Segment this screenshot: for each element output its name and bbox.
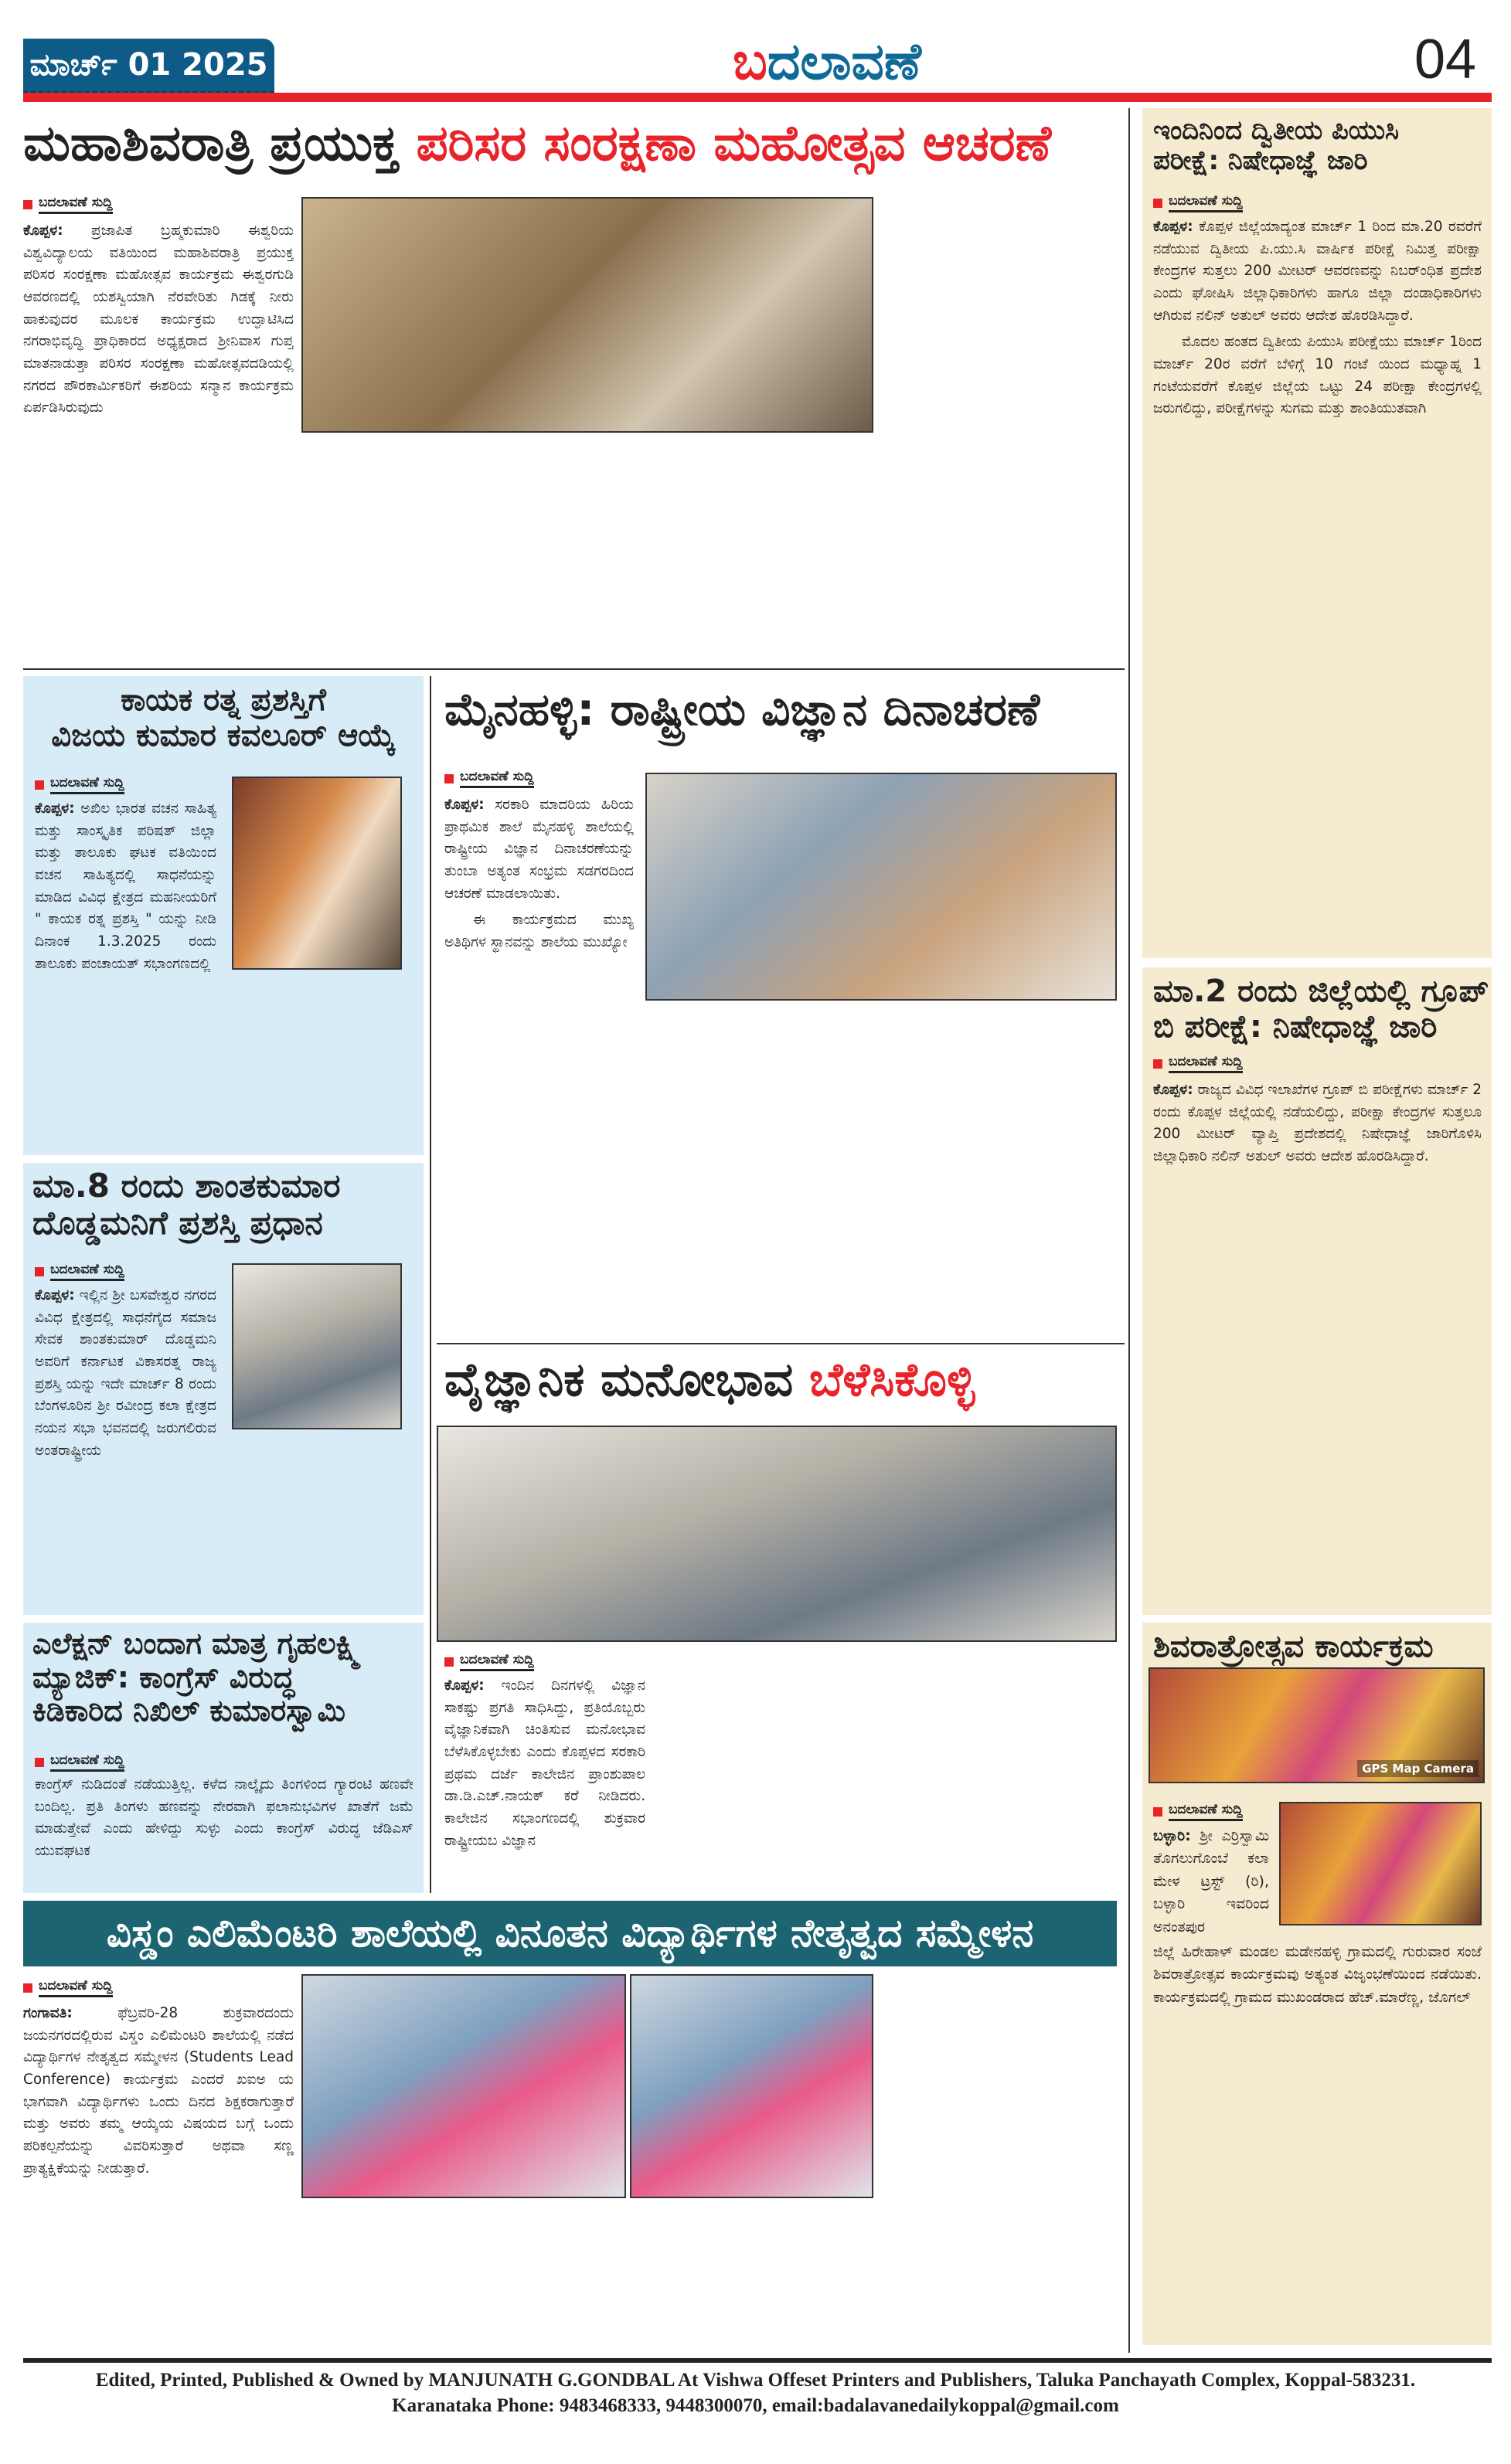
puc-headline-2: ಪರೀಕ್ಷೆ: ನಿಷೇಧಾಜ್ಞೆ ಜಾರಿ: [1153, 145, 1368, 177]
shivaratri-box: [1142, 1623, 1492, 2345]
scientific-photo: [437, 1426, 1117, 1642]
logo-rest: ದಲಾವಣೆ: [767, 32, 921, 91]
nikhil-box: [23, 1623, 424, 1893]
portrait-photo: [232, 777, 402, 970]
scientific-body: ಕೊಪ್ಪಳ: ಇಂದಿನ ದಿನಗಳಲ್ಲಿ ವಿಜ್ಞಾನ ಸಾಕಷ್ಟು ಪ್ರಗತಿ ಸಾಧಿಸಿದ್ದು, ಪ್ರತಿಯೊಬ್ಬರು ವೈಜ್ಞಾನಿಕವಾಗಿ ಚಿಂತಿಸುವ ಮನೋಭಾವ ಬೆಳೆಸಿಕೊಳ್ಳಬೇಕು ಎಂದು ಕೊಪ್ಪಳದ ಸರಕಾರಿ ಪ್ರಥಮ ದರ್ಜೆ ಕಾಲೇಜಿನ ಪ್ರಾಂಶುಪಾಲ ಡಾ.ಡಿ.ಎಚ್.ನಾಯಕ್ ಕರೆ ನೀಡಿದರು. ಕಾಲೇಜಿನ ಸಭಾಂಗಣದಲ್ಲಿ ಶುಕ್ರವಾರ ರಾಷ್ಟ್ರೀಯಬ ವಿಜ್ಞಾನ: [444, 1677, 645, 1849]
portrait-photo: [232, 1263, 402, 1429]
newspaper-logo: [618, 31, 1036, 93]
kayaka-body: ಕೊಪ್ಪಳ: ಅಖಿಲ ಭಾರತ ವಚನ ಸಾಹಿತ್ಯ ಮತ್ತು ಸಾಂಸ್ಕೃತಿಕ ಪರಿಷತ್ ಜಿಲ್ಲಾ ಮತ್ತು ತಾಲೂಕು ಘಟಕ ವತಿಯಿಂದ ವಚನ ಸಾಹಿತ್ಯದಲ್ಲಿ ಸಾಧನೆಯನ್ನು ಮಾಡಿದ ವಿವಿಧ ಕ್ಷೇತ್ರದ ಮಹನೀಯರಿಗೆ " ಕಾಯಕ ರತ್ನ ಪ್ರಶಸ್ತಿ " ಯನ್ನು ನೀಡಿ ದಿನಾಂಕ 1.3.2025 ರಂದು ತಾಲೂಕು ಪಂಚಾಯತ್ ಸಭಾಂಗಣದಲ್ಲಿ: [35, 800, 216, 972]
kayaka-headline-1: ಕಾಯಕ ರತ್ನ ಪ್ರಶಸ್ತಿಗೆ: [121, 682, 326, 718]
column-divider: [430, 676, 431, 1893]
section-divider: [437, 1343, 1125, 1344]
byline: ಬದಲಾವಣೆ ಸುದ್ದಿ: [1153, 193, 1243, 212]
byline: ಬದಲಾವಣೆ ಸುದ್ದಿ: [35, 775, 124, 794]
puc-body: ಕೊಪ್ಪಳ: ಕೊಪ್ಪಳ ಜಿಲ್ಲೆಯಾದ್ಯಂತ ಮಾರ್ಚ್ 1 ರಿಂದ ಮಾ.20 ರವರೆಗೆ ನಡೆಯುವ ದ್ವಿತೀಯ ಪಿ.ಯು.ಸಿ ವಾರ್ಷಿಕ ಪರೀಕ್ಷೆ ನಿಮಿತ್ತ ಪರೀಕ್ಷಾ ಕೇಂದ್ರಗಳ ಸುತ್ತಲು 200 ಮೀಟರ್ ಆವರಣವನ್ನು ನಿಬರ್ಂಧಿತ ಪ್ರದೇಶ ಎಂದು ಘೋಷಿಸಿ ಜಿಲ್ಲಾಧಿಕಾರಿಗಳು ಹಾಗೂ ಜಿಲ್ಲಾ ದಂಡಾಧಿಕಾರಿಗಳು ಆಗಿರುವ ನಲಿನ್ ಅತುಲ್ ಅವರು ಆದೇಶ ಹೊರಡಿಸಿದ್ದಾರೆ. ಮೊದಲ ಹಂತದ ದ್ವಿತೀಯ ಪಿಯುಸಿ ಪರೀಕ್ಷೆಯು ಮಾರ್ಚ್ 1ರಿಂದ ಮಾರ್ಚ್ 20ರ ವರೆಗೆ ಬೆಳಿಗ್ಗೆ 10 ಗಂಟೆ ಯಿಂದ ಮಧ್ಯಾಹ್ನ 1 ಗಂಟೆಯವರೆಗೆ ಕೊಪ್ಪಳ ಜಿಲ್ಲೆಯ ಒಟ್ಟು 24 ಪರೀಕ್ಷಾ ಕೇಂದ್ರಗಳಲ್ಲಿ ಜರುಗಲಿದ್ದು, ಪರೀಕ್ಷೆಗಳನ್ನು ಸುಗಮ ಮತ್ತು ಶಾಂತಿಯುತವಾಗಿ: [1153, 219, 1482, 417]
byline: ಬದಲಾವಣೆ ಸುದ್ದಿ: [35, 1262, 124, 1281]
shivaratri-body-1: ಬಳ್ಳಾರಿ: ಶ್ರೀ ಎರ್ರಿಸ್ವಾಮಿ ತೊಗಲುಗೊಂಬೆ ಕಲಾ ಮೇಳ ಟ್ರಸ್ಟ್ (ರಿ), ಬಳ್ಳಾರಿ ಇವರಿಂದ ಅನಂತಪುರ: [1153, 1827, 1269, 1936]
group-b-box: [1142, 967, 1492, 1615]
shivaratri-headline: ಶಿವರಾತ್ರೋತ್ಸವ ಕಾರ್ಯಕ್ರಮ: [1153, 1629, 1434, 1664]
shantakumar-body: ಕೊಪ್ಪಳ: ಇಲ್ಲಿನ ಶ್ರೀ ಬಸವೇಶ್ವರ ನಗರದ ವಿವಿಧ ಕ್ಷೇತ್ರದಲ್ಲಿ ಸಾಧನೆಗೈದ ಸಮಾಜ ಸೇವಕ ಶಾಂತಕುಮಾರ್ ದೊಡ್ಡಮನಿ ಅವರಿಗೆ ಕರ್ನಾಟಕ ವಿಕಾಸರತ್ನ ರಾಜ್ಯ ಪ್ರಶಸ್ತಿ ಯನ್ನು ಇದೇ ಮಾರ್ಚ್ 8 ರಂದು ಬೆಂಗಳೂರಿನ ಶ್ರೀ ರವೀಂದ್ರ ಕಲಾ ಕ್ಷೇತ್ರದ ನಯನ ಸಭಾ ಭವನದಲ್ಲಿ ಜರುಗಲಿರುವ ಅಂತರಾಷ್ಟ್ರೀಯ: [35, 1287, 216, 1459]
groupb-body: ಕೊಪ್ಪಳ: ರಾಜ್ಯದ ವಿವಿಧ ಇಲಾಖೆಗಳ ಗ್ರೂಪ್ ಬಿ ಪರೀಕ್ಷೆಗಳು ಮಾರ್ಚ್ 2 ರಂದು ಕೊಪ್ಪಳ ಜಿಲ್ಲೆಯಲ್ಲಿ ನಡೆಯಲಿದ್ದು, ಪರೀಕ್ಷಾ ಕೇಂದ್ರಗಳ ಸುತ್ತಲೂ 200 ಮೀಟರ್ ವ್ಯಾಪ್ತಿ ಪ್ರದೇಶದಲ್ಲಿ ನಿಷೇಧಾಜ್ಞೆ ಜಾರಿಗೊಳಿಸಿ ಜಿಲ್ಲಾಧಿಕಾರಿ ನಲಿನ್ ಅತುಲ್ ಅವರು ಆದೇಶ ಹೊರಡಿಸಿದ್ದಾರೆ.: [1153, 1082, 1482, 1165]
issue-date: ಮಾರ್ಚ್ 01 2025: [23, 39, 274, 93]
byline: ಬದಲಾವಣೆ ಸುದ್ದಿ: [23, 1978, 113, 1997]
shantakumar-headline-2: ದೊಡ್ಡಮನಿಗೆ ಪ್ರಶಸ್ತಿ ಪ್ರಧಾನ: [32, 1204, 323, 1242]
groupb-headline-1: ಮಾ.2 ರಂದು ಜಿಲ್ಲೆಯಲ್ಲಿ ಗ್ರೂಪ್: [1153, 974, 1489, 1009]
logo-first-letter: ಬ: [733, 32, 767, 91]
wisdom-body: ಗಂಗಾವತಿ: ಫೆಬ್ರವರಿ-28 ಶುಕ್ರವಾರದಂದು ಜಯನಗರದಲ್ಲಿರುವ ವಿಸ್ಡಂ ಎಲಿಮೆಂಟರಿ ಶಾಲೆಯಲ್ಲಿ ನಡೆದ ವಿದ್ಯಾರ್ಥಿಗಳ ನೇತೃತ್ವದ ಸಮ್ಮೇಳನ (Students Lead Conference) ಕಾರ್ಯಕ್ರಮ ಎಂದರೆ ಖಐಅ ಯ ಭಾಗವಾಗಿ ವಿದ್ಯಾರ್ಥಿಗಳು ಒಂದು ದಿನದ ಶಿಕ್ಷಕರಾಗುತ್ತಾರೆ ಮತ್ತು ಅವರು ತಮ್ಮ ಆಯ್ಕೆಯ ವಿಷಯದ ಬಗ್ಗೆ ಒಂದು ಪರಿಕಲ್ಪನೆಯನ್ನು ವಿವರಿಸುತ್ತಾರೆ ಅಥವಾ ಸಣ್ಣ ಪ್ರಾತ್ಯಕ್ಷಿಕೆಯನ್ನು ನೀಡುತ್ತಾರೆ.: [23, 2005, 294, 2177]
column-divider: [1128, 108, 1130, 2353]
nikhil-headline-2: ಮ್ಯಾಜಿಕ್: ಕಾಂಗ್ರೆಸ್ ವಿರುದ್ಧ: [32, 1660, 295, 1694]
puc-exam-box: [1142, 108, 1492, 958]
kayaka-headline-2: ವಿಜಯ ಕುಮಾರ ಕವಲೂರ್ ಆಯ್ಕೆ: [51, 718, 396, 753]
byline: ಬದಲಾವಣೆ ಸುದ್ದಿ: [1153, 1802, 1243, 1821]
shantakumar-headline-1: ಮಾ.8 ರಂದು ಶಾಂತಕುಮಾರ: [32, 1167, 341, 1205]
nikhil-body: ಕಾಂಗ್ರೆಸ್ ನುಡಿದಂತೆ ನಡೆಯುತ್ತಿಲ್ಲ. ಕಳೆದ ನಾಲ್ಕೈದು ತಿಂಗಳಿಂದ ಗ್ಯಾರಂಟಿ ಹಣವೇ ಬಂದಿಲ್ಲ. ಪ್ರತಿ ತಿಂಗಳು ಹಣವನ್ನು ನೇರವಾಗಿ ಫಲಾನುಭವಿಗಳ ಖಾತೆಗೆ ಜಮೆ ಮಾಡುತ್ತೇವೆ ಎಂದು ಹೇಳಿದ್ದು ಸುಳ್ಳು ಎಂದು ಕಾಂಗ್ರೆಸ್ ವಿರುದ್ಧ ಜೆಡಿಎಸ್ ಯುವಘಟಕ: [35, 1776, 413, 1860]
imprint: Edited, Printed, Published & Owned by MANJUNATH G.GONDBAL At Vishwa Offeset Printers and Publishers, Taluka Panchayath Complex, Koppal-583231. Karanataka Phone: 9483468333, 9448300070, email:badalavanedailykoppal@gmail.com: [95, 2370, 1416, 2416]
lead-headline: [23, 116, 1051, 173]
byline: ಬದಲಾವಣೆ ಸುದ್ದಿ: [444, 1652, 534, 1671]
shantakumar-box: [23, 1163, 424, 1615]
nikhil-headline-1: ಎಲೆಕ್ಷನ್ ಬಂದಾಗ ಮಾತ್ರ ಗೃಹಲಕ್ಷ್ಮಿ: [32, 1626, 361, 1660]
lead-headline-red: ಪರಿಸರ ಸಂರಕ್ಷಣಾ ಮಹೋತ್ಸವ ಆಚರಣೆ: [416, 115, 1052, 172]
scientific-headline: ವೈಜ್ಞಾನಿಕ ಮನೋಭಾವ ಬೆಳೆಸಿಕೊಳ್ಳಿ: [444, 1353, 975, 1407]
school-photo-1: [301, 1974, 626, 2198]
shivaratri-group-photo: [1149, 1667, 1485, 1783]
puc-headline-1: ಇಂದಿನಿಂದ ದ್ವಿತೀಯ ಪಿಯುಸಿ: [1153, 115, 1400, 146]
mainahalli-headline: ಮೈನಹಳ್ಳಿ: ರಾಷ್ಟ್ರೀಯ ವಿಜ್ಞಾನ ದಿನಾಚರಣೆ: [444, 683, 1040, 736]
nikhil-headline-3: ಕಿಡಿಕಾರಿದ ನಿಖಿಲ್ ಕುಮಾರಸ್ವಾಮಿ: [32, 1694, 345, 1728]
lead-headline-black: ಮಹಾಶಿವರಾತ್ರಿ ಪ್ರಯುಕ್ತ: [23, 115, 400, 172]
dance-photo: [1279, 1802, 1482, 1925]
byline: ಬದಲಾವಣೆ ಸುದ್ದಿ: [35, 1752, 124, 1772]
byline: ಬದಲಾವಣೆ ಸುದ್ದಿ: [23, 195, 113, 214]
mainahalli-body: ಕೊಪ್ಪಳ: ಸರಕಾರಿ ಮಾದರಿಯ ಹಿರಿಯ ಪ್ರಾಥಮಿಕ ಶಾಲೆ ಮೈನಹಳ್ಳಿ ಶಾಲೆಯಲ್ಲಿ ರಾಷ್ಟ್ರೀಯ ವಿಜ್ಞಾನ ದಿನಾಚರಣೆಯನ್ನು ತುಂಬಾ ಅತ್ಯಂತ ಸಂಭ್ರಮ ಸಡಗರದಿಂದ ಆಚರಣೆ ಮಾಡಲಾಯಿತು. ಈ ಕಾರ್ಯಕ್ರಮದ ಮುಖ್ಯ ಅತಿಥಿಗಳ ಸ್ಥಾನವನ್ನು ಶಾಲೆಯ ಮುಖ್ಯೋ: [444, 797, 634, 951]
wisdom-school-headline: ವಿಸ್ಡಂ ಎಲಿಮೆಂಟರಿ ಶಾಲೆಯಲ್ಲಿ ವಿನೂತನ ವಿದ್ಯಾರ್ಥಿಗಳ ನೇತೃತ್ವದ ಸಮ್ಮೇಳನ: [23, 1901, 1117, 1966]
bullet-icon: [23, 200, 32, 209]
byline: ಬದಲಾವಣೆ ಸುದ್ದಿ: [1153, 1054, 1243, 1073]
footer-rule: [23, 2358, 1492, 2363]
lead-story-body: ಕೊಪ್ಪಳ: ಪ್ರಜಾಪಿತ ಬ್ರಹ್ಮಕುಮಾರಿ ಈಶ್ವರಿಯ ವಿಶ್ವವಿದ್ಯಾಲಯ ವತಿಯಿಂದ ಮಹಾಶಿವರಾತ್ರಿ ಪ್ರಯುಕ್ತ ಪರಿಸರ ಸಂರಕ್ಷಣಾ ಮಹೋತ್ಸವ ಕಾರ್ಯಕ್ರಮ ಈಶ್ವರಗುಡಿ ಆವರಣದಲ್ಲಿ ಯಶಸ್ವಿಯಾಗಿ ನೆರವೇರಿತು ಗಿಡಕ್ಕೆ ನೀರು ಹಾಕುವುದರ ಮೂಲಕ ಕಾರ್ಯಕ್ರಮ ಉದ್ಘಾಟಿಸಿದ ನಗರಾಭಿವೃದ್ಧಿ ಪ್ರಾಧಿಕಾರದ ಅಧ್ಯಕ್ಷರಾದ ಶ್ರೀನಿವಾಸ ಗುಪ್ತ ಮಾತನಾಡುತ್ತಾ ಪರಿಸರ ಸಂರಕ್ಷಣಾ ಮಹೋತ್ಸವದಡಿಯಲ್ಲಿ ನಗರದ ಪೌರಕಾರ್ಮಿಕರಿಗೆ ಈಶರಿಯ ಸನ್ಮಾನ ಕಾರ್ಯಕ್ರಮ ಏರ್ಪಡಿಸಿರುವುದು: [23, 223, 294, 416]
byline: ಬದಲಾವಣೆ ಸುದ್ದಿ: [444, 769, 534, 788]
page-number: 04: [1414, 29, 1477, 90]
school-photo-2: [630, 1974, 873, 2198]
mainahalli-photo: [645, 773, 1117, 1001]
kayaka-ratna-box: [23, 676, 424, 1155]
masthead-rule: [23, 93, 1492, 102]
shivaratri-body-2: ಜಿಲ್ಲೆ ಹಿರೇಹಾಳ್ ಮಂಡಲ ಮಡೇನಹಳ್ಳಿ ಗ್ರಾಮದಲ್ಲಿ ಗುರುವಾರ ಸಂಜೆ ಶಿವರಾತ್ರೋತ್ಸವ ಕಾರ್ಯಕ್ರಮವು ಅತ್ಯಂತ ವಿಜೃಂಭಣೆಯಿಂದ ನಡೆಯಿತು. ಕಾರ್ಯಕ್ರಮದಲ್ಲಿ ಗ್ರಾಮದ ಮುಖಂಡರಾದ ಹೆಚ್.ಮಾರೆಣ್ಣ, ಜೊಗಲ್: [1153, 1943, 1482, 2006]
lead-story-photo: [301, 197, 873, 433]
groupb-headline-2: ಬಿ ಪರೀಕ್ಷೆ: ನಿಷೇಧಾಜ್ಞೆ ಜಾರಿ: [1153, 1009, 1438, 1045]
photo-watermark: GPS Map Camera: [1357, 1760, 1479, 1777]
section-divider: [23, 668, 1125, 670]
